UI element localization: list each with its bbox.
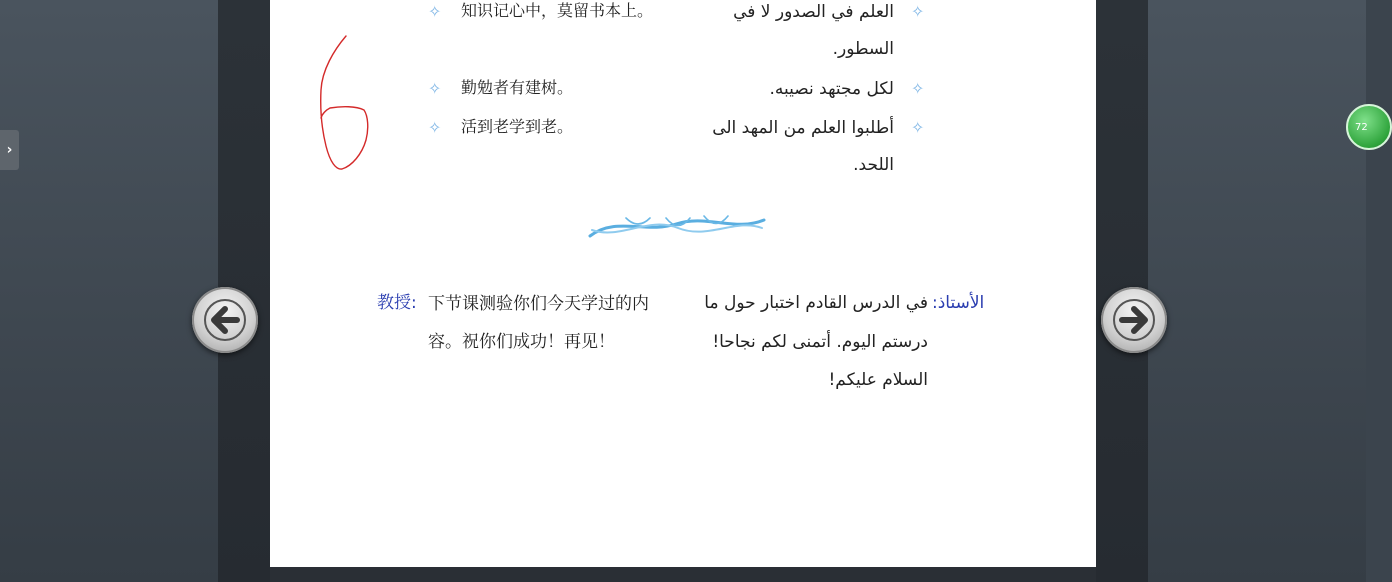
proverb-ar-3-line1: أطلبوا العلم من المهد الى — [712, 118, 894, 138]
proverb-zh-3: 活到老学到老。 — [461, 117, 574, 136]
dialogue-ar-line1: في الدرس القادم اختبار حول ما — [704, 293, 928, 313]
dialogue-zh-line1: 下节课测验你们今天学过的内 — [428, 294, 649, 314]
bullet-star-icon: ✧ — [428, 118, 442, 137]
viewer-background-right — [1148, 0, 1366, 582]
dialogue-ar-line2: درستم اليوم. أتمنى لكم نجاحا! — [712, 332, 928, 352]
handwritten-annotation — [312, 30, 376, 175]
dialogue-zh-line2: 容。祝你们成功！再见！ — [428, 332, 615, 352]
proverb-ar-3-line2: اللحد. — [853, 155, 894, 175]
arrow-left-icon — [203, 298, 247, 342]
viewer-background-left — [0, 0, 218, 582]
sidebar-toggle-button[interactable] — [0, 130, 19, 170]
proverb-zh-2: 勤勉者有建树。 — [461, 78, 574, 97]
speaker-label-zh: 教授: — [377, 293, 417, 313]
bullet-star-icon: ✧ — [428, 79, 442, 98]
bullet-star-icon: ✧ — [911, 79, 925, 98]
previous-page-button[interactable] — [192, 287, 258, 353]
proverb-zh-1: 知识记心中，莫留书本上。 — [461, 1, 654, 20]
bullet-star-icon: ✧ — [911, 2, 925, 21]
document-page — [270, 0, 1096, 567]
speaker-label-ar: الأستاذ: — [932, 293, 985, 313]
proverb-ar-1-line2: السطور. — [832, 39, 894, 59]
proverb-ar-1-line1: العلم في الصدور لا في — [733, 2, 894, 22]
bullet-star-icon: ✧ — [428, 2, 442, 21]
bullet-star-icon: ✧ — [911, 118, 925, 137]
next-page-button[interactable] — [1101, 287, 1167, 353]
page-bottom-edge — [270, 567, 1096, 582]
decorative-divider — [586, 206, 768, 244]
dialogue-ar-line3: السلام عليكم! — [828, 370, 928, 390]
page-count-badge[interactable] — [1346, 104, 1392, 150]
badge-text: 72 — [1355, 121, 1368, 133]
chevron-right-icon: › — [6, 142, 13, 158]
proverb-ar-2: لكل مجتهد نصيبه. — [769, 79, 894, 99]
arrow-right-icon — [1112, 298, 1156, 342]
